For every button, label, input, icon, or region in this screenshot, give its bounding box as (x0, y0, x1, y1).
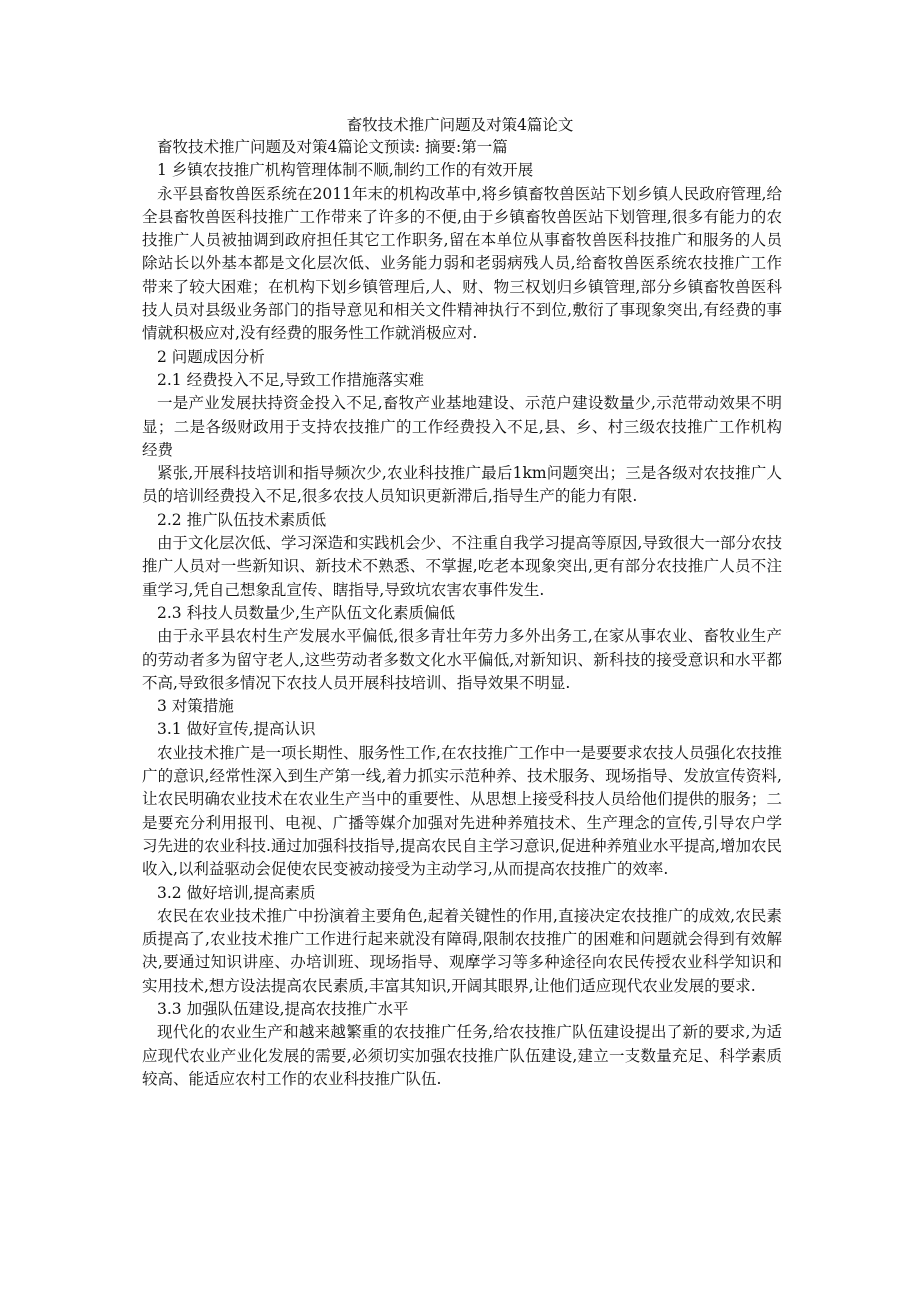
paragraph: 由于文化层次低、学习深造和实践机会少、不注重自我学习提高等原因,导致很大一部分农技推广人员对一些新知识、新技术不熟悉、不掌握,吃老本现象突出,更有部分农技推广人员不注重学习,凭自己想象乱宣传、瞎指导,导致坑农害农事件发生. (142, 534, 782, 599)
heading-1: 1 乡镇农技推广机构管理体制不顺,制约工作的有效开展 (157, 161, 534, 180)
paragraph: 永平县畜牧兽医系统在2011年末的机构改革中,将乡镇畜牧兽医站下划乡镇人民政府管理,给全县畜牧兽医科技推广工作带来了许多的不便,由于乡镇畜牧兽医站下划管理,很多有能力的农技推广人员被抽调到政府担任其它工作职务,留在本单位从事畜牧兽医科技推广和服务的人员除站长以外基本都是文化层次低、业务能力弱和老弱病残人员,给畜牧兽医系统农技推广工作带来了较大困难；在机构下划乡镇管理后,人、财、物三权划归乡镇管理,部分乡镇畜牧兽医科技人员对县级业务部门的指导意见和相关文件精神执行不到位,敷衍了事现象突出,有经费的事情就积极应对,没有经费的服务性工作就消极应对. (142, 184, 782, 343)
intro-line: 畜牧技术推广问题及对策4篇论文预读: 摘要:第一篇 (157, 138, 508, 156)
paragraph: 一是产业发展扶持资金投入不足,畜牧产业基地建设、示范户建设数量少,示范带动效果不明显；二是各级财政用于支持农技推广的工作经费投入不足,县、乡、村三级农技推广工作机构经费 (142, 394, 782, 459)
document-title: 畜牧技术推广问题及对策4篇论文 (346, 116, 574, 134)
heading-3: 3 对策措施 (157, 697, 234, 716)
heading-2: 2 问题成因分析 (157, 347, 265, 366)
paragraph: 现代化的农业生产和越来越繁重的农技推广任务,给农技推广队伍建设提出了新的要求,为适应现代农业产业化发展的需要,必须切实加强农技推广队伍建设,建立一支数量充足、科学素质较高、能适应农村工作的农业科技推广队伍. (142, 1023, 782, 1088)
heading-3-1: 3.1 做好宣传,提高认识 (157, 720, 316, 739)
heading-2-2: 2.2 推广队伍技术素质低 (157, 510, 327, 529)
paragraph: 农业技术推广是一项长期性、服务性工作,在农技推广工作中一是要要求农技人员强化农技推广的意识,经常性深入到生产第一线,着力抓实示范种养、技术服务、现场指导、发放宣传资料,让农民明确农业技术在农业生产当中的重要性、从思想上接受科技人员给他们提供的服务；二是要充分利用报刊、电视、广播等媒介加强对先进种养殖技术、生产理念的宣传,引导农户学习先进的农业科技.通过加强科技指导,提高农民自主学习意识,促进种养殖业水平提高,增加农民收入,以利益驱动会促使农民变被动接受为主动学习,从而提高农技推广的效率. (142, 743, 782, 879)
paragraph: 由于永平县农村生产发展水平偏低,很多青壮年劳力多外出务工,在家从事农业、畜牧业生产的劳动者多为留守老人,这些劳动者多数文化水平偏低,对新知识、新科技的接受意识和水平都不高,导致很多情况下农技人员开展科技培训、指导效果不明显. (142, 627, 782, 692)
heading-3-3: 3.3 加强队伍建设,提高农技推广水平 (157, 999, 409, 1018)
heading-2-3: 2.3 科技人员数量少,生产队伍文化素质偏低 (157, 603, 456, 622)
paragraph: 农民在农业技术推广中扮演着主要角色,起着关键性的作用,直接决定农技推广的成效,农民素质提高了,农业技术推广工作进行起来就没有障碍,限制农技推广的困难和问题就会得到有效解决,要通过知识讲座、办培训班、现场指导、观摩学习等多种途径向农民传授农业科学知识和实用技术,想方设法提高农民素质,丰富其知识,开阔其眼界,让他们适应现代农业发展的要求. (142, 906, 782, 995)
paragraph: 紧张,开展科技培训和指导频次少,农业科技推广最后1km问题突出；三是各级对农技推广人员的培训经费投入不足,很多农技人员知识更新滞后,指导生产的能力有限. (142, 464, 782, 506)
document-body (142, 136, 782, 1091)
heading-2-1: 2.1 经费投入不足,导致工作措施落实难 (157, 370, 425, 389)
heading-3-2: 3.2 做好培训,提高素质 (157, 883, 316, 902)
